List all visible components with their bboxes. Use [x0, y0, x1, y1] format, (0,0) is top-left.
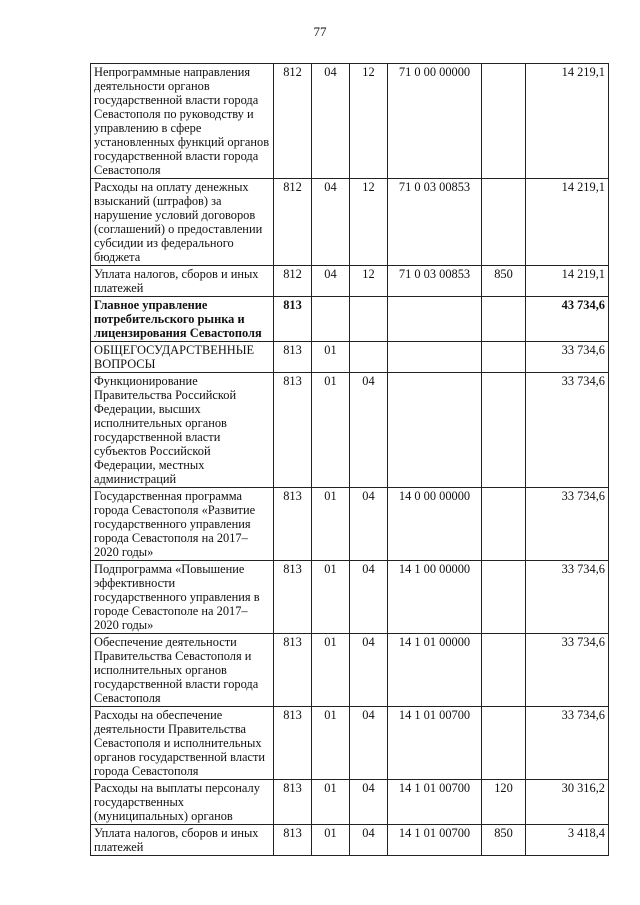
cell-department-code: 813	[274, 342, 312, 373]
cell-amount: 14 219,1	[526, 179, 609, 266]
cell-target-article	[388, 297, 482, 342]
cell-subsection-code: 04	[350, 634, 388, 707]
cell-section-code: 01	[312, 561, 350, 634]
cell-expense-type	[482, 179, 526, 266]
cell-amount: 30 316,2	[526, 780, 609, 825]
cell-section-code: 04	[312, 266, 350, 297]
cell-name: Расходы на обеспечение деятельности Правительства Севастополя и исполнительных органов государственной власти города Севастополя	[91, 707, 274, 780]
cell-name: Государственная программа города Севастополя «Развитие государственного управления города Севастополя на 2017–2020 годы»	[91, 488, 274, 561]
cell-amount: 33 734,6	[526, 634, 609, 707]
cell-department-code: 812	[274, 64, 312, 179]
cell-name: Подпрограмма «Повышение эффективности государственного управления в городе Севастополе на 2017–2020 годы»	[91, 561, 274, 634]
cell-expense-type	[482, 342, 526, 373]
table-row	[91, 297, 609, 342]
cell-department-code: 813	[274, 780, 312, 825]
cell-expense-type	[482, 297, 526, 342]
cell-name: Расходы на оплату денежных взысканий (штрафов) за нарушение условий договоров (соглашений) о предоставлении субсидии из федерального бюджета	[91, 179, 274, 266]
cell-expense-type: 850	[482, 266, 526, 297]
cell-name: Обеспечение деятельности Правительства Севастополя и исполнительных органов государственной власти города Севастополя	[91, 634, 274, 707]
cell-section-code: 01	[312, 342, 350, 373]
cell-expense-type: 120	[482, 780, 526, 825]
budget-table	[90, 63, 609, 856]
table-row	[91, 266, 609, 297]
cell-target-article: 71 0 03 00853	[388, 179, 482, 266]
cell-department-code: 813	[274, 825, 312, 856]
cell-name: ОБЩЕГОСУДАРСТВЕННЫЕ ВОПРОСЫ	[91, 342, 274, 373]
cell-target-article: 71 0 03 00853	[388, 266, 482, 297]
cell-expense-type	[482, 373, 526, 488]
table-row	[91, 64, 609, 179]
table-row	[91, 780, 609, 825]
table-body	[91, 64, 609, 856]
cell-target-article: 14 0 00 00000	[388, 488, 482, 561]
cell-target-article: 71 0 00 00000	[388, 64, 482, 179]
cell-department-code: 813	[274, 634, 312, 707]
cell-target-article: 14 1 00 00000	[388, 561, 482, 634]
table-row	[91, 825, 609, 856]
cell-amount: 33 734,6	[526, 373, 609, 488]
cell-department-code: 813	[274, 373, 312, 488]
cell-amount: 33 734,6	[526, 488, 609, 561]
cell-name: Главное управление потребительского рынка и лицензирования Севастополя	[91, 297, 274, 342]
cell-section-code: 01	[312, 780, 350, 825]
cell-subsection-code: 12	[350, 179, 388, 266]
page-number: 77	[313, 24, 327, 39]
cell-subsection-code: 04	[350, 561, 388, 634]
cell-name: Непрограммные направления деятельности органов государственной власти города Севастополя по руководству и управлению в сфере установленных функций органов государственной власти города Севастополя	[91, 64, 274, 179]
cell-section-code: 01	[312, 825, 350, 856]
cell-section-code: 01	[312, 488, 350, 561]
cell-expense-type	[482, 488, 526, 561]
table-row	[91, 373, 609, 488]
cell-amount: 14 219,1	[526, 266, 609, 297]
cell-name: Функционирование Правительства Российской Федерации, высших исполнительных органов государственной власти субъектов Российской Федерации, местных администраций	[91, 373, 274, 488]
cell-subsection-code	[350, 342, 388, 373]
table-row	[91, 488, 609, 561]
cell-department-code: 812	[274, 266, 312, 297]
cell-section-code: 04	[312, 64, 350, 179]
cell-target-article: 14 1 01 00700	[388, 707, 482, 780]
cell-target-article	[388, 373, 482, 488]
cell-expense-type	[482, 64, 526, 179]
table-row	[91, 342, 609, 373]
cell-amount: 33 734,6	[526, 561, 609, 634]
cell-amount: 33 734,6	[526, 707, 609, 780]
cell-name: Уплата налогов, сборов и иных платежей	[91, 266, 274, 297]
cell-target-article: 14 1 01 00000	[388, 634, 482, 707]
cell-target-article: 14 1 01 00700	[388, 825, 482, 856]
cell-department-code: 812	[274, 179, 312, 266]
cell-target-article	[388, 342, 482, 373]
cell-amount: 14 219,1	[526, 64, 609, 179]
cell-expense-type	[482, 707, 526, 780]
cell-subsection-code: 04	[350, 825, 388, 856]
cell-department-code: 813	[274, 297, 312, 342]
cell-amount: 43 734,6	[526, 297, 609, 342]
cell-section-code: 04	[312, 179, 350, 266]
cell-expense-type: 850	[482, 825, 526, 856]
cell-subsection-code: 04	[350, 780, 388, 825]
cell-amount: 33 734,6	[526, 342, 609, 373]
cell-name: Расходы на выплаты персоналу государственных (муниципальных) органов	[91, 780, 274, 825]
cell-target-article: 14 1 01 00700	[388, 780, 482, 825]
cell-department-code: 813	[274, 488, 312, 561]
cell-subsection-code: 04	[350, 373, 388, 488]
cell-amount: 3 418,4	[526, 825, 609, 856]
cell-subsection-code: 04	[350, 488, 388, 561]
cell-subsection-code: 12	[350, 266, 388, 297]
cell-section-code: 01	[312, 373, 350, 488]
cell-section-code: 01	[312, 634, 350, 707]
table-row	[91, 561, 609, 634]
cell-expense-type	[482, 634, 526, 707]
cell-subsection-code: 12	[350, 64, 388, 179]
cell-section-code: 01	[312, 707, 350, 780]
cell-subsection-code: 04	[350, 707, 388, 780]
table-row	[91, 179, 609, 266]
cell-expense-type	[482, 561, 526, 634]
table-row	[91, 634, 609, 707]
cell-department-code: 813	[274, 561, 312, 634]
cell-name: Уплата налогов, сборов и иных платежей	[91, 825, 274, 856]
cell-department-code: 813	[274, 707, 312, 780]
cell-section-code	[312, 297, 350, 342]
table-row	[91, 707, 609, 780]
cell-subsection-code	[350, 297, 388, 342]
